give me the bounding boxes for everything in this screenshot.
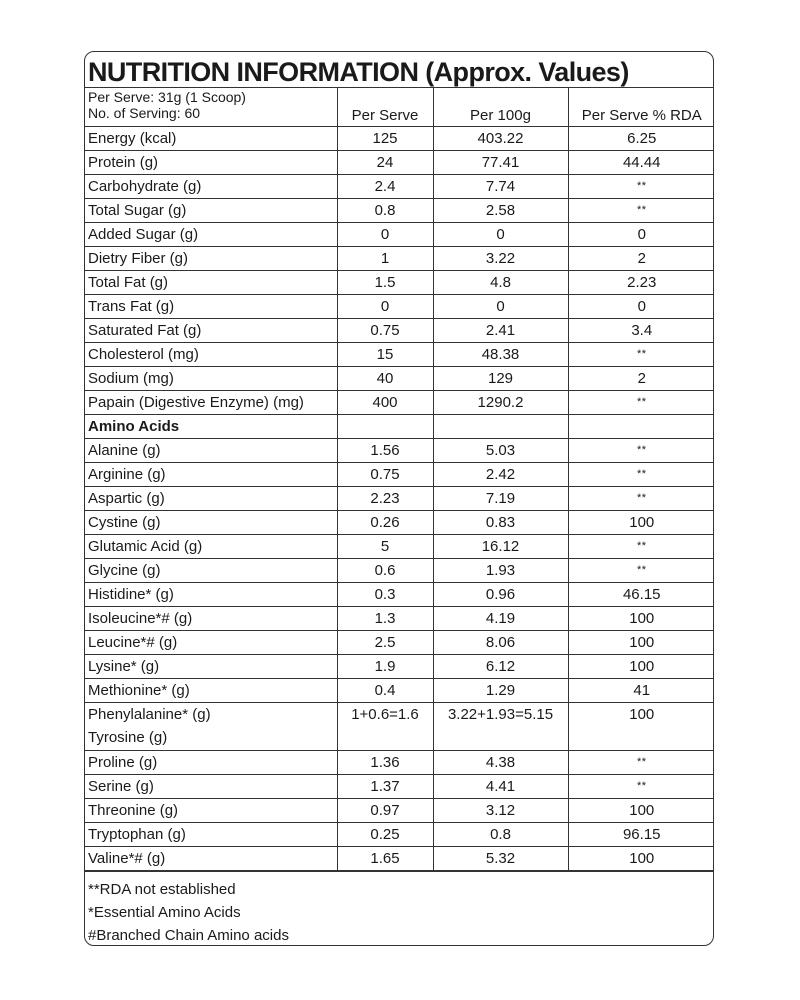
rda-value: ** xyxy=(568,390,714,414)
per-serve-value: 0.26 xyxy=(337,510,433,534)
per-serve-value: 0.97 xyxy=(337,798,433,822)
per-100g-value: 0 xyxy=(433,222,568,246)
per-serve-value: 0.8 xyxy=(337,198,433,222)
nutrition-table xyxy=(85,88,714,871)
rda-value: 6.25 xyxy=(568,126,714,150)
per-serve-value: 0.25 xyxy=(337,822,433,846)
per-serve-value: 0 xyxy=(337,294,433,318)
per-serve-value: 1.36 xyxy=(337,750,433,774)
rda-value: ** xyxy=(568,198,714,222)
table-row xyxy=(85,654,714,678)
rda-value: 3.4 xyxy=(568,318,714,342)
table-row xyxy=(85,822,714,846)
amino-acids-heading: Amino Acids xyxy=(85,414,337,438)
nutrient-name: Tryptophan (g) xyxy=(85,822,337,846)
per-100g-value: 4.19 xyxy=(433,606,568,630)
rda-value: 2 xyxy=(568,246,714,270)
per-100g-value: 7.74 xyxy=(433,174,568,198)
nutrient-name: Histidine* (g) xyxy=(85,582,337,606)
per-serve-value: 2.5 xyxy=(337,630,433,654)
per-100g-value: 3.22 xyxy=(433,246,568,270)
nutrient-name: Glutamic Acid (g) xyxy=(85,534,337,558)
per-serve-value: 0.4 xyxy=(337,678,433,702)
rda-value: 96.15 xyxy=(568,822,714,846)
rda-value: ** xyxy=(568,174,714,198)
table-row xyxy=(85,174,714,198)
nutrient-name: Methionine* (g) xyxy=(85,678,337,702)
rda-value: 44.44 xyxy=(568,150,714,174)
per-100g-value: 2.41 xyxy=(433,318,568,342)
per-serve-value: 0 xyxy=(337,222,433,246)
nutrient-name: Lysine* (g) xyxy=(85,654,337,678)
per-100g-value: 16.12 xyxy=(433,534,568,558)
rda-value: ** xyxy=(568,774,714,798)
table-row xyxy=(85,486,714,510)
per-100g-value: 3.12 xyxy=(433,798,568,822)
per-serve-value: 2.23 xyxy=(337,486,433,510)
nutrient-name: Aspartic (g) xyxy=(85,486,337,510)
rda-value: 100 xyxy=(568,702,714,750)
per-serve-value: 0.75 xyxy=(337,462,433,486)
rda-value: 2 xyxy=(568,366,714,390)
per-serve-value: 15 xyxy=(337,342,433,366)
rda-value: 100 xyxy=(568,846,714,870)
table-row xyxy=(85,246,714,270)
rda-value: 46.15 xyxy=(568,582,714,606)
col-header-per-serve: Per Serve xyxy=(337,88,433,126)
rda-value: ** xyxy=(568,462,714,486)
table-row xyxy=(85,318,714,342)
empty-cell xyxy=(568,414,714,438)
rda-value: 100 xyxy=(568,630,714,654)
per-100g-value: 3.22+1.93=5.15 xyxy=(433,702,568,750)
nutrient-name: Alanine (g) xyxy=(85,438,337,462)
per-serve-value: 1.3 xyxy=(337,606,433,630)
nutrient-name: Isoleucine*# (g) xyxy=(85,606,337,630)
serve-size-text: Per Serve: 31g (1 Scoop) xyxy=(88,89,246,105)
per-100g-value: 4.41 xyxy=(433,774,568,798)
nutrient-name: Added Sugar (g) xyxy=(85,222,337,246)
nutrient-name: Carbohydrate (g) xyxy=(85,174,337,198)
per-serve-value: 1.9 xyxy=(337,654,433,678)
nutrient-name: Papain (Digestive Enzyme) (mg) xyxy=(85,390,337,414)
per-serve-value: 125 xyxy=(337,126,433,150)
per-100g-value: 4.8 xyxy=(433,270,568,294)
per-100g-value: 5.32 xyxy=(433,846,568,870)
table-row xyxy=(85,462,714,486)
nutrient-name-line: Tyrosine (g) xyxy=(88,728,168,746)
rda-value: 100 xyxy=(568,798,714,822)
table-row xyxy=(85,198,714,222)
per-100g-value: 8.06 xyxy=(433,630,568,654)
rda-value: ** xyxy=(568,438,714,462)
rda-value: ** xyxy=(568,750,714,774)
per-serve-value: 0.3 xyxy=(337,582,433,606)
rda-value: ** xyxy=(568,558,714,582)
table-row xyxy=(85,582,714,606)
nutrient-name: Energy (kcal) xyxy=(85,126,337,150)
table-row xyxy=(85,678,714,702)
per-serve-value: 1.65 xyxy=(337,846,433,870)
footnote-line: #Branched Chain Amino acids xyxy=(88,926,289,944)
table-row xyxy=(85,558,714,582)
per-100g-value: 129 xyxy=(433,366,568,390)
col-header-per-100g: Per 100g xyxy=(433,88,568,126)
rda-value: 0 xyxy=(568,294,714,318)
serving-info xyxy=(85,88,337,126)
nutrient-name: Threonine (g) xyxy=(85,798,337,822)
per-serve-value: 1.56 xyxy=(337,438,433,462)
per-100g-value: 1290.2 xyxy=(433,390,568,414)
col-header-rda: Per Serve % RDA xyxy=(568,88,714,126)
rda-value: ** xyxy=(568,534,714,558)
per-serve-value: 24 xyxy=(337,150,433,174)
table-row xyxy=(85,342,714,366)
nutrient-name: Trans Fat (g) xyxy=(85,294,337,318)
nutrient-name: Protein (g) xyxy=(85,150,337,174)
per-100g-value: 0.83 xyxy=(433,510,568,534)
rda-value: 100 xyxy=(568,510,714,534)
table-row xyxy=(85,798,714,822)
servings-count-text: No. of Serving: 60 xyxy=(88,105,201,121)
table-row xyxy=(85,270,714,294)
per-serve-value: 1.5 xyxy=(337,270,433,294)
per-100g-value: 5.03 xyxy=(433,438,568,462)
per-100g-value: 0 xyxy=(433,294,568,318)
table-row xyxy=(85,774,714,798)
rda-value: ** xyxy=(568,486,714,510)
per-serve-value: 0.75 xyxy=(337,318,433,342)
table-row xyxy=(85,606,714,630)
per-serve-value: 40 xyxy=(337,366,433,390)
nutrient-name: Proline (g) xyxy=(85,750,337,774)
per-serve-value: 5 xyxy=(337,534,433,558)
per-100g-value: 2.42 xyxy=(433,462,568,486)
per-serve-value: 1.37 xyxy=(337,774,433,798)
empty-cell xyxy=(433,414,568,438)
rda-value: 2.23 xyxy=(568,270,714,294)
table-row xyxy=(85,702,714,750)
nutrient-name: Cystine (g) xyxy=(85,510,337,534)
table-row xyxy=(85,534,714,558)
rda-value: 41 xyxy=(568,678,714,702)
nutrient-name: Leucine*# (g) xyxy=(85,630,337,654)
per-100g-value: 48.38 xyxy=(433,342,568,366)
per-serve-value: 2.4 xyxy=(337,174,433,198)
footnotes xyxy=(85,871,713,947)
table-row xyxy=(85,510,714,534)
per-100g-value: 2.58 xyxy=(433,198,568,222)
nutrient-name: Sodium (mg) xyxy=(85,366,337,390)
per-100g-value: 4.38 xyxy=(433,750,568,774)
table-row xyxy=(85,294,714,318)
nutrient-name: Cholesterol (mg) xyxy=(85,342,337,366)
table-row xyxy=(85,126,714,150)
nutrient-name: Serine (g) xyxy=(85,774,337,798)
per-100g-value: 403.22 xyxy=(433,126,568,150)
footnote-line: *Essential Amino Acids xyxy=(88,903,241,921)
nutrient-name-line: Phenylalanine* (g) xyxy=(88,705,211,723)
nutrient-name xyxy=(85,702,337,750)
table-row xyxy=(85,390,714,414)
nutrition-panel xyxy=(84,51,714,946)
table-row xyxy=(85,750,714,774)
per-100g-value: 1.29 xyxy=(433,678,568,702)
per-100g-value: 77.41 xyxy=(433,150,568,174)
nutrient-name: Glycine (g) xyxy=(85,558,337,582)
table-row xyxy=(85,366,714,390)
nutrient-name: Saturated Fat (g) xyxy=(85,318,337,342)
footnote-line: **RDA not established xyxy=(88,880,236,898)
table-header-row xyxy=(85,88,714,126)
panel-title: NUTRITION INFORMATION (Approx. Values) xyxy=(85,52,713,88)
rda-value: 100 xyxy=(568,654,714,678)
per-serve-value: 400 xyxy=(337,390,433,414)
per-100g-value: 7.19 xyxy=(433,486,568,510)
empty-cell xyxy=(337,414,433,438)
nutrient-name: Dietry Fiber (g) xyxy=(85,246,337,270)
per-100g-value: 0.96 xyxy=(433,582,568,606)
rda-value: 0 xyxy=(568,222,714,246)
nutrient-name: Total Fat (g) xyxy=(85,270,337,294)
per-100g-value: 1.93 xyxy=(433,558,568,582)
nutrient-name: Total Sugar (g) xyxy=(85,198,337,222)
nutrient-name: Valine*# (g) xyxy=(85,846,337,870)
per-100g-value: 6.12 xyxy=(433,654,568,678)
per-serve-value: 1 xyxy=(337,246,433,270)
table-row xyxy=(85,222,714,246)
nutrient-name: Arginine (g) xyxy=(85,462,337,486)
table-row xyxy=(85,438,714,462)
table-row xyxy=(85,150,714,174)
per-100g-value: 0.8 xyxy=(433,822,568,846)
section-header-row xyxy=(85,414,714,438)
rda-value: 100 xyxy=(568,606,714,630)
per-serve-value: 1+0.6=1.6 xyxy=(337,702,433,750)
per-serve-value: 0.6 xyxy=(337,558,433,582)
table-row xyxy=(85,630,714,654)
rda-value: ** xyxy=(568,342,714,366)
table-row xyxy=(85,846,714,870)
